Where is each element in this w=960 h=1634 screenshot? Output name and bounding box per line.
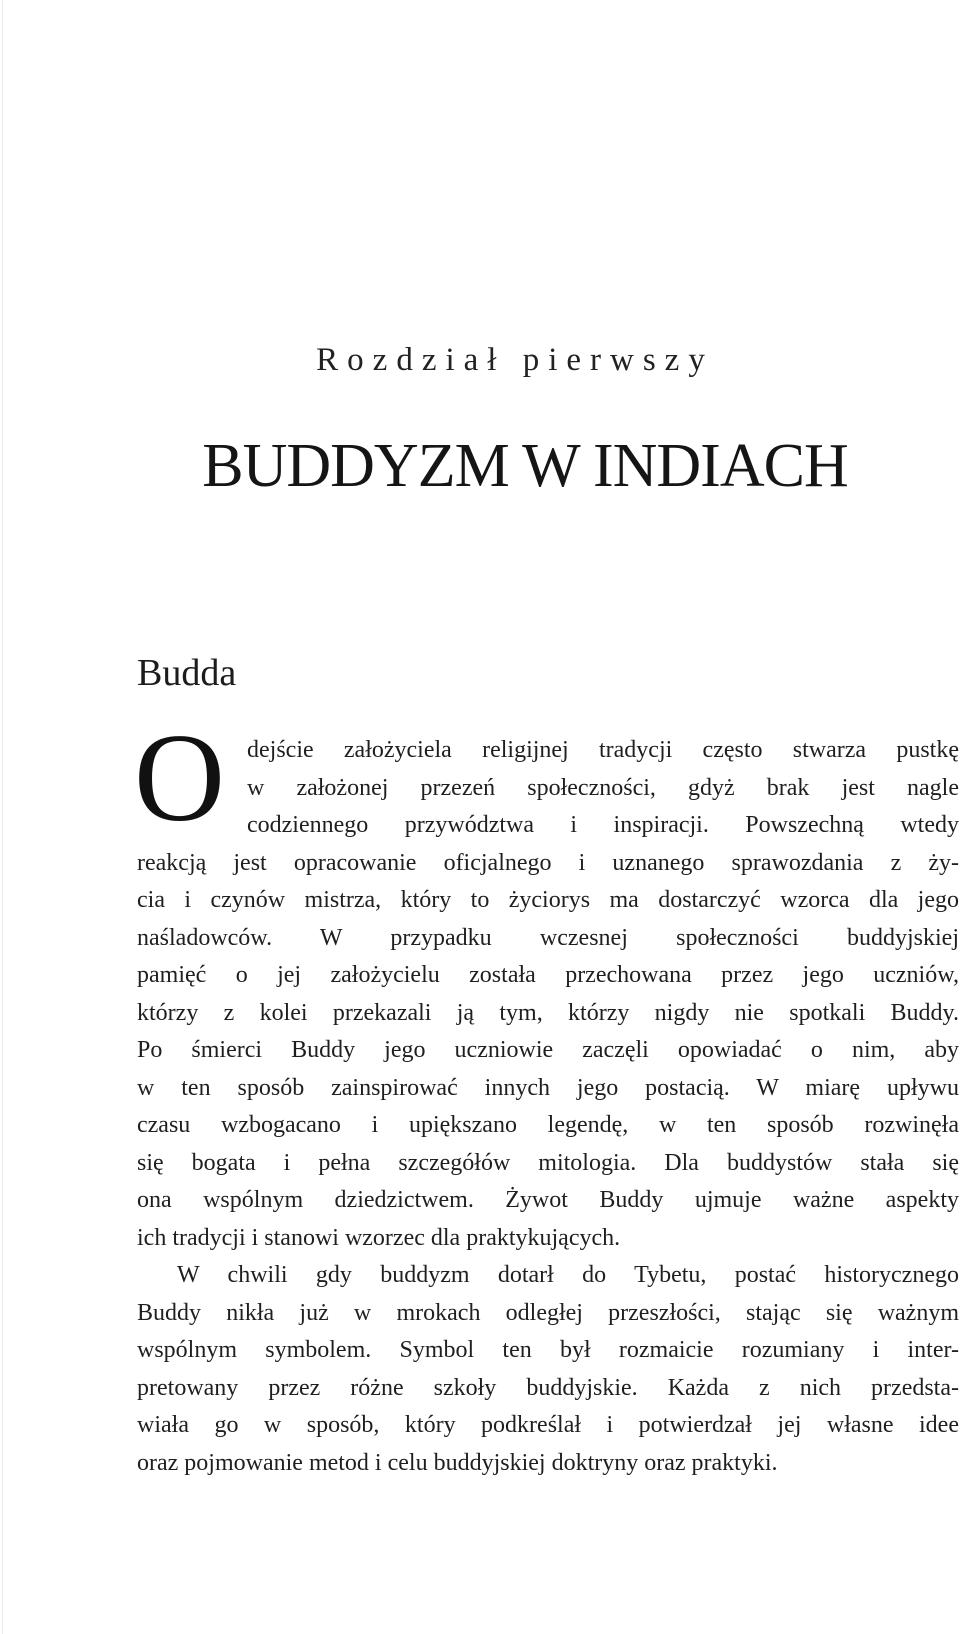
- text-line: czasu wzbogacano i upiększano legendę, w ten sposób rozwinęła: [137, 1112, 959, 1138]
- text-line: Buddy nikła już w mrokach odległej przeszłości, stając się ważnym: [137, 1299, 959, 1326]
- section-heading: Budda: [137, 652, 237, 694]
- text-line: codziennego przywództwa i inspiracji. Powszechną wtedy: [247, 812, 959, 838]
- text-line: wspólnym symbolem. Symbol ten był rozmaicie rozumiany i inter-: [137, 1337, 959, 1363]
- text-line: ich tradycji i stanowi wzorzec dla praktykujących.: [137, 1224, 621, 1251]
- drop-cap: O: [134, 709, 225, 848]
- body-text: [137, 732, 959, 1482]
- chapter-label: Rozdział pierwszy: [316, 342, 714, 378]
- text-line: pamięć o jej założycielu została przechowana przez jego uczniów,: [137, 962, 959, 988]
- text-line: dejście założyciela religijnej tradycji często stwarza pustkę: [247, 737, 959, 763]
- chapter-title: BUDDYZM W INDIACH: [202, 432, 848, 500]
- text-line: w ten sposób zainspirować innych jego postacią. W miarę upływu: [137, 1074, 959, 1101]
- text-line: reakcją jest opracowanie oficjalnego i uznanego sprawozdania z ży-: [137, 849, 959, 876]
- text-line: Po śmierci Buddy jego uczniowie zaczęli opowiadać o nim, aby: [137, 1037, 959, 1063]
- text-line: naśladowców. W przypadku wczesnej społeczności buddyjskiej: [137, 924, 959, 951]
- text-line: pretowany przez różne szkoły buddyjskie. Każda z nich przedsta-: [137, 1374, 959, 1401]
- text-line: wiała go w sposób, który podkreślał i potwierdzał jej własne idee: [137, 1412, 959, 1438]
- text-line: którzy z kolei przekazali ją tym, którzy nigdy nie spotkali Buddy.: [137, 999, 959, 1026]
- text-line: ona wspólnym dziedzictwem. Żywot Buddy ujmuje ważne aspekty: [137, 1187, 959, 1213]
- text-line: oraz pojmowanie metod i celu buddyjskiej doktryny oraz praktyki.: [137, 1449, 778, 1476]
- text-line: W chwili gdy buddyzm dotarł do Tybetu, postać historycznego: [177, 1262, 959, 1288]
- text-line: cia i czynów mistrza, który to życiorys ma dostarczyć wzorca dla jego: [137, 887, 959, 913]
- page-edge: [2, 0, 3, 1634]
- text-line: się bogata i pełna szczegółów mitologia. Dla buddystów stała się: [137, 1149, 959, 1176]
- text-line: w założonej przezeń społeczności, gdyż brak jest nagle: [247, 774, 959, 801]
